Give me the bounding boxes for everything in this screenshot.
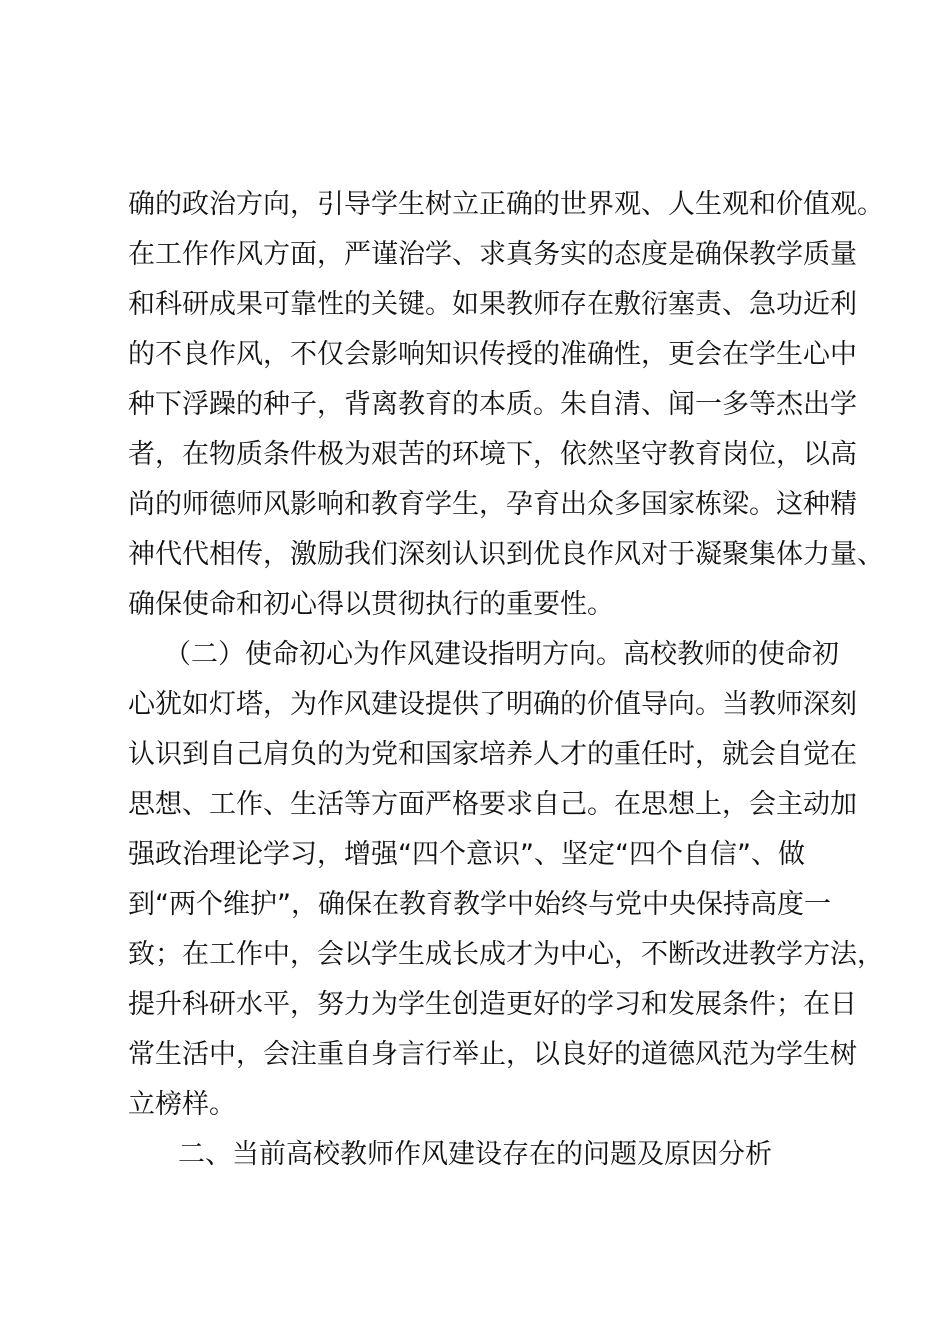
body-text-line: 强政治理论学习，增强“四个意识”、坚定“四个自信”、做: [128, 839, 805, 870]
body-text-line: 种下浮躁的种子，背离教育的本质。朱自清、闻一多等杰出学: [128, 389, 857, 420]
body-text-line: 思想、工作、生活等方面严格要求自己。在思想上，会主动加: [128, 789, 857, 820]
body-text-line: 在工作作风方面，严谨治学、求真务实的态度是确保教学质量: [128, 239, 857, 270]
body-text-line: 和科研成果可靠性的关键。如果教师存在敷衍塞责、急功近利: [128, 289, 857, 320]
body-text-line: 心犹如灯塔，为作风建设提供了明确的价值导向。当教师深刻: [128, 689, 857, 720]
section-heading: 二、当前高校教师作风建设存在的问题及原因分析: [178, 1139, 772, 1170]
body-text-line: 致；在工作中，会以学生成长成才为中心，不断改进教学方法，: [128, 939, 884, 970]
body-text-line: 常生活中，会注重自身言行举止，以良好的道德风范为学生树: [128, 1039, 857, 1070]
body-text-line: 认识到自己肩负的为党和国家培养人才的重任时，就会自觉在: [128, 739, 857, 770]
body-text-line: 确保使命和初心得以贯彻执行的重要性。: [128, 589, 614, 620]
body-text-line: 立榜样。: [128, 1089, 236, 1120]
body-text-line: 者，在物质条件极为艰苦的环境下，依然坚守教育岗位，以高: [128, 439, 857, 470]
body-text-line: 确的政治方向，引导学生树立正确的世界观、人生观和价值观。: [128, 189, 884, 220]
body-text-line: 的不良作风，不仅会影响知识传授的准确性，更会在学生心中: [128, 339, 857, 370]
subsection-heading-line: （二）使命初心为作风建设指明方向。高校教师的使命初: [164, 639, 839, 670]
body-text-line: 到“两个维护”，确保在教育教学中始终与党中央保持高度一: [128, 889, 831, 920]
body-text-line: 神代代相传，激励我们深刻认识到优良作风对于凝聚集体力量、: [128, 539, 884, 570]
body-text-line: 尚的师德师风影响和教育学生，孕育出众多国家栋梁。这种精: [128, 489, 857, 520]
body-text-line: 提升科研水平，努力为学生创造更好的学习和发展条件；在日: [128, 989, 857, 1020]
